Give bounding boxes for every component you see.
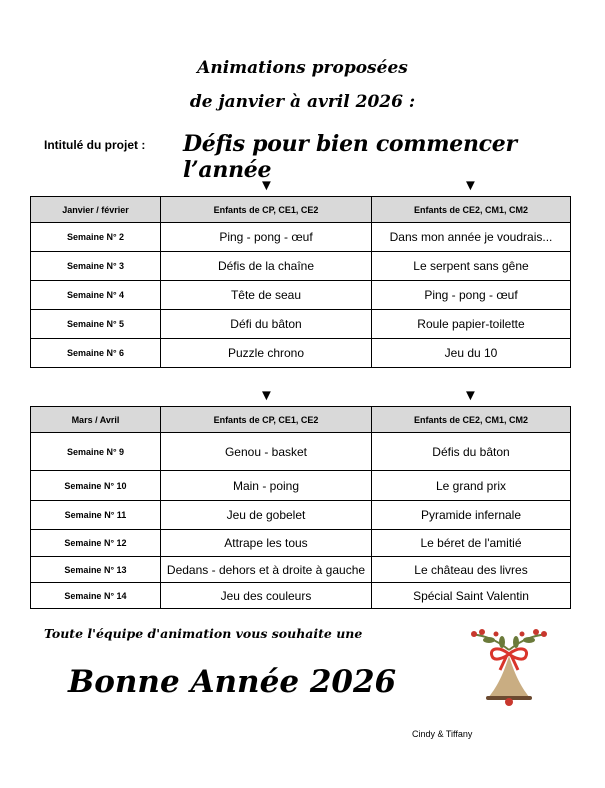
week-cell: Semaine N° 6 bbox=[31, 339, 161, 368]
header-group-2: Enfants de CE2, CM1, CM2 bbox=[372, 407, 571, 433]
arrow-down-icon: ▼ bbox=[259, 177, 274, 194]
activity-cp-ce-cell: Défi du bâton bbox=[161, 310, 372, 339]
table-row bbox=[31, 252, 571, 281]
week-cell: Semaine N° 13 bbox=[31, 557, 161, 583]
week-cell: Semaine N° 11 bbox=[31, 501, 161, 530]
table-row bbox=[31, 310, 571, 339]
activity-ce-cm-cell: Ping - pong - œuf bbox=[372, 281, 571, 310]
table-header-row bbox=[31, 407, 571, 433]
activity-cp-ce-cell: Genou - basket bbox=[161, 433, 372, 471]
header-group-1: Enfants de CP, CE1, CE2 bbox=[161, 197, 372, 223]
activity-ce-cm-cell: Pyramide infernale bbox=[372, 501, 571, 530]
project-label: Intitulé du projet : bbox=[44, 138, 146, 152]
activity-ce-cm-cell: Roule papier-toilette bbox=[372, 310, 571, 339]
table-row bbox=[31, 339, 571, 368]
activity-ce-cm-cell: Le grand prix bbox=[372, 471, 571, 501]
activity-ce-cm-cell: Spécial Saint Valentin bbox=[372, 583, 571, 609]
table-row bbox=[31, 223, 571, 252]
week-cell: Semaine N° 12 bbox=[31, 530, 161, 557]
week-cell: Semaine N° 4 bbox=[31, 281, 161, 310]
arrow-down-icon: ▼ bbox=[259, 387, 274, 404]
table-row bbox=[31, 557, 571, 583]
activity-cp-ce-cell: Défis de la chaîne bbox=[161, 252, 372, 281]
header-group-1: Enfants de CP, CE1, CE2 bbox=[161, 407, 372, 433]
activity-cp-ce-cell: Dedans - dehors et à droite à gauche bbox=[161, 557, 372, 583]
table-row bbox=[31, 501, 571, 530]
week-cell: Semaine N° 9 bbox=[31, 433, 161, 471]
week-cell: Semaine N° 5 bbox=[31, 310, 161, 339]
activity-cp-ce-cell: Jeu des couleurs bbox=[161, 583, 372, 609]
activity-ce-cm-cell: Dans mon année je voudrais... bbox=[372, 223, 571, 252]
schedule-table-jan-feb bbox=[30, 196, 571, 368]
signature: Cindy & Tiffany bbox=[412, 729, 473, 739]
activity-ce-cm-cell: Le château des livres bbox=[372, 557, 571, 583]
table-row bbox=[31, 433, 571, 471]
activity-cp-ce-cell: Ping - pong - œuf bbox=[161, 223, 372, 252]
week-cell: Semaine N° 3 bbox=[31, 252, 161, 281]
arrow-down-icon: ▼ bbox=[463, 177, 478, 194]
wish-line: Toute l'équipe d'animation vous souhaite une bbox=[44, 626, 363, 641]
activity-ce-cm-cell: Le serpent sans gêne bbox=[372, 252, 571, 281]
header-period: Janvier / février bbox=[31, 197, 161, 223]
activity-cp-ce-cell: Main - poing bbox=[161, 471, 372, 501]
title-line-2: de janvier à avril 2026 : bbox=[189, 92, 416, 112]
activity-ce-cm-cell: Jeu du 10 bbox=[372, 339, 571, 368]
christmas-bell-icon bbox=[464, 628, 554, 713]
activity-cp-ce-cell: Puzzle chrono bbox=[161, 339, 372, 368]
activity-cp-ce-cell: Tête de seau bbox=[161, 281, 372, 310]
arrow-down-icon: ▼ bbox=[463, 387, 478, 404]
table-row bbox=[31, 530, 571, 557]
week-cell: Semaine N° 10 bbox=[31, 471, 161, 501]
table-row bbox=[31, 281, 571, 310]
title-line-1: Animations proposées bbox=[197, 58, 408, 78]
table-row bbox=[31, 471, 571, 501]
activity-ce-cm-cell: Le béret de l'amitié bbox=[372, 530, 571, 557]
header-group-2: Enfants de CE2, CM1, CM2 bbox=[372, 197, 571, 223]
table-row bbox=[31, 583, 571, 609]
week-cell: Semaine N° 14 bbox=[31, 583, 161, 609]
schedule-table-mar-apr bbox=[30, 406, 571, 609]
table-header-row bbox=[31, 197, 571, 223]
header-period: Mars / Avril bbox=[31, 407, 161, 433]
activity-cp-ce-cell: Jeu de gobelet bbox=[161, 501, 372, 530]
greeting: Bonne Année 2026 bbox=[68, 664, 397, 700]
week-cell: Semaine N° 2 bbox=[31, 223, 161, 252]
activity-ce-cm-cell: Défis du bâton bbox=[372, 433, 571, 471]
activity-cp-ce-cell: Attrape les tous bbox=[161, 530, 372, 557]
project-title: Défis pour bien commencer l’année bbox=[183, 131, 517, 183]
